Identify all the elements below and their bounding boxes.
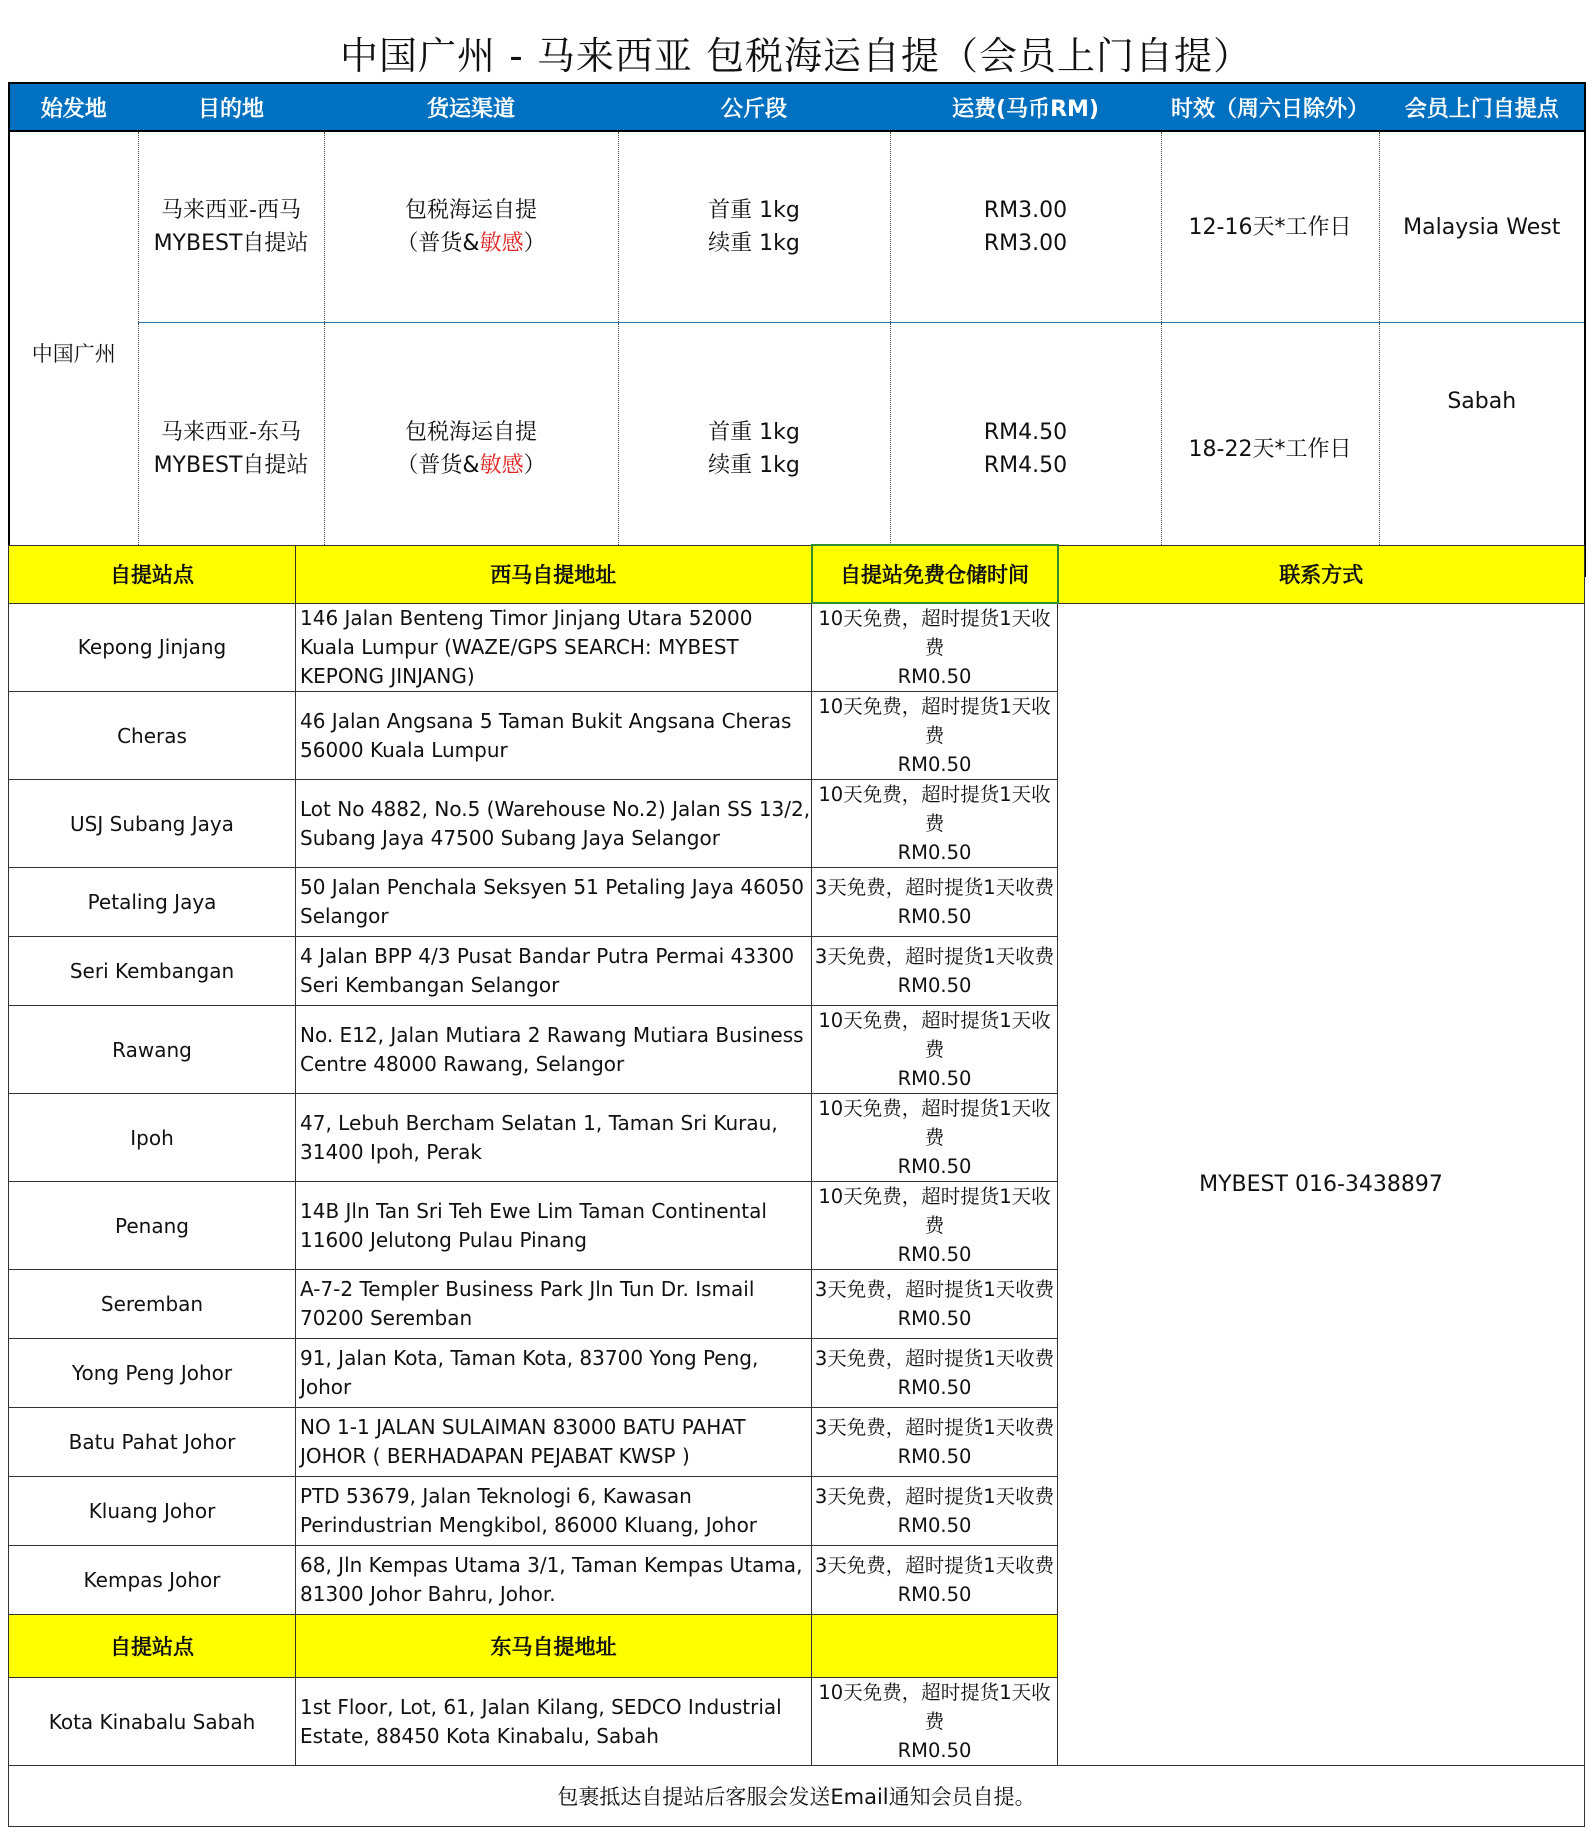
station-free-storage — [812, 868, 1058, 937]
free-storage-fee: RM0.50 — [897, 905, 972, 928]
station-address: 91, Jalan Kota, Taman Kota, 83700 Yong Peng, Johor — [296, 1339, 812, 1408]
free-storage-fee: RM0.50 — [897, 1067, 972, 1090]
free-storage-fee: RM0.50 — [897, 1376, 972, 1399]
free-storage-fee: RM0.50 — [897, 841, 972, 864]
station-name: Batu Pahat Johor — [9, 1408, 296, 1477]
destination-line: 马来西亚-东马 — [161, 420, 301, 445]
price-cell — [890, 131, 1161, 323]
header-free-storage: 自提站免费仓储时间 — [812, 545, 1058, 603]
header-contact: 联系方式 — [1058, 545, 1585, 603]
weight-cell — [618, 323, 890, 577]
station-name: Seremban — [9, 1270, 296, 1339]
station-free-storage — [812, 1408, 1058, 1477]
station-name: Seri Kembangan — [9, 937, 296, 1006]
station-name: Rawang — [9, 1006, 296, 1094]
station-free-storage — [812, 1339, 1058, 1408]
weight-continued: 续重 1kg — [708, 453, 800, 478]
station-name: USJ Subang Jaya — [9, 780, 296, 868]
station-address: 14B Jln Tan Sri Teh Ewe Lim Taman Continental 11600 Jelutong Pulau Pinang — [296, 1182, 812, 1270]
free-storage-fee: RM0.50 — [897, 1583, 972, 1606]
header-west-address: 西马自提地址 — [296, 545, 812, 603]
contact-cell: MYBEST 016-3438897 — [1058, 603, 1585, 1766]
station-address: PTD 53679, Jalan Teknologi 6, Kawasan Perindustrian Mengkibol, 86000 Kluang, Johor — [296, 1477, 812, 1546]
rate-row — [9, 323, 1585, 577]
channel-note-sensitive: 敏感 — [479, 231, 524, 256]
station-address: 47, Lebuh Bercham Selatan 1, Taman Sri Kurau, 31400 Ipoh, Perak — [296, 1094, 812, 1182]
station-name: Cheras — [9, 692, 296, 780]
free-storage-terms: 10天免费，超时提货1天收费 — [818, 1185, 1051, 1237]
channel-note-c: ） — [523, 453, 546, 478]
station-name: Kepong Jinjang — [9, 603, 296, 692]
free-storage-fee: RM0.50 — [897, 1739, 972, 1762]
price-first: RM4.50 — [983, 420, 1068, 445]
header-station: 自提站点 — [9, 545, 296, 603]
free-storage-fee: RM0.50 — [897, 974, 972, 997]
free-storage-terms: 10天免费，超时提货1天收费 — [818, 1009, 1051, 1061]
station-name: Penang — [9, 1182, 296, 1270]
origin-cell — [9, 131, 138, 576]
destination-line: 马来西亚-西马 — [161, 198, 301, 223]
channel-note-a: （普货& — [396, 231, 480, 256]
price-first: RM3.00 — [983, 198, 1068, 223]
station-address: 4 Jalan BPP 4/3 Pusat Bandar Putra Permai 43300 Seri Kembangan Selangor — [296, 937, 812, 1006]
header-pickup-point: 会员上门自提点 — [1379, 83, 1585, 131]
channel-note-sensitive: 敏感 — [479, 453, 524, 478]
header-east-station: 自提站点 — [9, 1615, 296, 1678]
station-address: A-7-2 Templer Business Park Jln Tun Dr. Ismail 70200 Seremban — [296, 1270, 812, 1339]
free-storage-fee: RM0.50 — [897, 1155, 972, 1178]
weight-continued: 续重 1kg — [708, 231, 800, 256]
footer-row — [9, 1766, 1585, 1827]
free-storage-terms: 3天免费，超时提货1天收费 — [814, 945, 1055, 968]
station-address: 146 Jalan Benteng Timor Jinjang Utara 52000 Kuala Lumpur (WAZE/GPS SEARCH: MYBEST KEPONG JINJANG) — [296, 603, 812, 692]
free-storage-fee: RM0.50 — [897, 1307, 972, 1330]
channel-cell — [324, 131, 618, 323]
footer-note: 包裹抵达自提站后客服会发送Email通知会员自提。 — [9, 1766, 1585, 1827]
station-name: Ipoh — [9, 1094, 296, 1182]
header-channel: 货运渠道 — [324, 83, 618, 131]
station-free-storage — [812, 1182, 1058, 1270]
station-free-storage — [812, 780, 1058, 868]
header-weight: 公斤段 — [618, 83, 890, 131]
free-storage-fee: RM0.50 — [897, 753, 972, 776]
station-address: 68, Jln Kempas Utama 3/1, Taman Kempas Utama, 81300 Johor Bahru, Johor. — [296, 1546, 812, 1615]
station-address: NO 1-1 JALAN SULAIMAN 83000 BATU PAHAT JOHOR ( BERHADAPAN PEJABAT KWSP ) — [296, 1408, 812, 1477]
channel-name: 包税海运自提 — [404, 420, 537, 445]
station-free-storage — [812, 1678, 1058, 1766]
free-storage-terms: 3天免费，超时提货1天收费 — [814, 1347, 1055, 1370]
free-storage-fee: RM0.50 — [897, 1514, 972, 1537]
station-free-storage — [812, 1477, 1058, 1546]
free-storage-terms: 3天免费，超时提货1天收费 — [814, 1485, 1055, 1508]
destination-station: MYBEST自提站 — [153, 231, 309, 256]
channel-name: 包税海运自提 — [404, 198, 537, 223]
page-title: 中国广州 - 马来西亚 包税海运自提（会员上门自提） — [340, 34, 1252, 78]
price-continued: RM4.50 — [983, 453, 1068, 478]
station-address: 1st Floor, Lot, 61, Jalan Kilang, SEDCO Industrial Estate, 88450 Kota Kinabalu, Sabah — [296, 1678, 812, 1766]
destination-cell — [138, 323, 324, 577]
pickup-point-cell: Malaysia West — [1379, 131, 1585, 323]
weight-first: 首重 1kg — [708, 198, 800, 223]
free-storage-terms: 3天免费，超时提货1天收费 — [814, 1278, 1055, 1301]
destination-station: MYBEST自提站 — [153, 453, 309, 478]
station-free-storage — [812, 1094, 1058, 1182]
free-storage-terms: 10天免费，超时提货1天收费 — [818, 783, 1051, 835]
station-address: 46 Jalan Angsana 5 Taman Bukit Angsana Cheras 56000 Kuala Lumpur — [296, 692, 812, 780]
pickup-point-cell: Sabah — [1379, 323, 1585, 577]
stations-table — [8, 544, 1585, 1827]
station-address: Lot No 4882, No.5 (Warehouse No.2) Jalan SS 13/2, Subang Jaya 47500 Subang Jaya Selangor — [296, 780, 812, 868]
station-free-storage — [812, 603, 1058, 692]
header-origin: 始发地 — [9, 83, 138, 131]
header-time: 时效（周六日除外） — [1161, 83, 1379, 131]
weight-cell — [618, 131, 890, 323]
rates-table — [8, 82, 1586, 577]
station-name: Kluang Johor — [9, 1477, 296, 1546]
free-storage-terms: 3天免费，超时提货1天收费 — [814, 1416, 1055, 1439]
station-name: Yong Peng Johor — [9, 1339, 296, 1408]
time-cell: 18-22天*工作日 — [1161, 323, 1379, 577]
free-storage-terms: 10天免费，超时提货1天收费 — [818, 607, 1051, 659]
free-storage-terms: 10天免费，超时提货1天收费 — [818, 1097, 1051, 1149]
header-east-address: 东马自提地址 — [296, 1615, 812, 1678]
destination-cell — [138, 131, 324, 323]
weight-first: 首重 1kg — [708, 420, 800, 445]
origin-label: 中国广州 — [31, 341, 116, 366]
station-row — [9, 603, 1585, 692]
free-storage-terms: 10天免费，超时提货1天收费 — [818, 1681, 1051, 1733]
station-address: No. E12, Jalan Mutiara 2 Rawang Mutiara Business Centre 48000 Rawang, Selangor — [296, 1006, 812, 1094]
header-east-empty — [812, 1615, 1058, 1678]
station-free-storage — [812, 1006, 1058, 1094]
station-free-storage — [812, 1270, 1058, 1339]
free-storage-terms: 3天免费，超时提货1天收费 — [814, 876, 1055, 899]
free-storage-terms: 3天免费，超时提货1天收费 — [814, 1554, 1055, 1577]
header-price: 运费(马币RM) — [890, 83, 1161, 131]
price-cell — [890, 323, 1161, 577]
station-name: Kempas Johor — [9, 1546, 296, 1615]
free-storage-fee: RM0.50 — [897, 1243, 972, 1266]
channel-note-a: （普货& — [396, 453, 480, 478]
rate-row — [9, 131, 1585, 323]
station-free-storage — [812, 1546, 1058, 1615]
station-free-storage — [812, 937, 1058, 1006]
stations-header-row — [9, 545, 1585, 603]
free-storage-fee: RM0.50 — [897, 665, 972, 688]
free-storage-fee: RM0.50 — [897, 1445, 972, 1468]
price-continued: RM3.00 — [983, 231, 1068, 256]
rates-header-row — [9, 83, 1585, 131]
station-address: 50 Jalan Penchala Seksyen 51 Petaling Jaya 46050 Selangor — [296, 868, 812, 937]
station-free-storage — [812, 692, 1058, 780]
free-storage-terms: 10天免费，超时提货1天收费 — [818, 695, 1051, 747]
station-name: Kota Kinabalu Sabah — [9, 1678, 296, 1766]
channel-note-c: ） — [523, 231, 546, 256]
station-name: Petaling Jaya — [9, 868, 296, 937]
channel-cell — [324, 323, 618, 577]
time-cell: 12-16天*工作日 — [1161, 131, 1379, 323]
header-destination: 目的地 — [138, 83, 324, 131]
